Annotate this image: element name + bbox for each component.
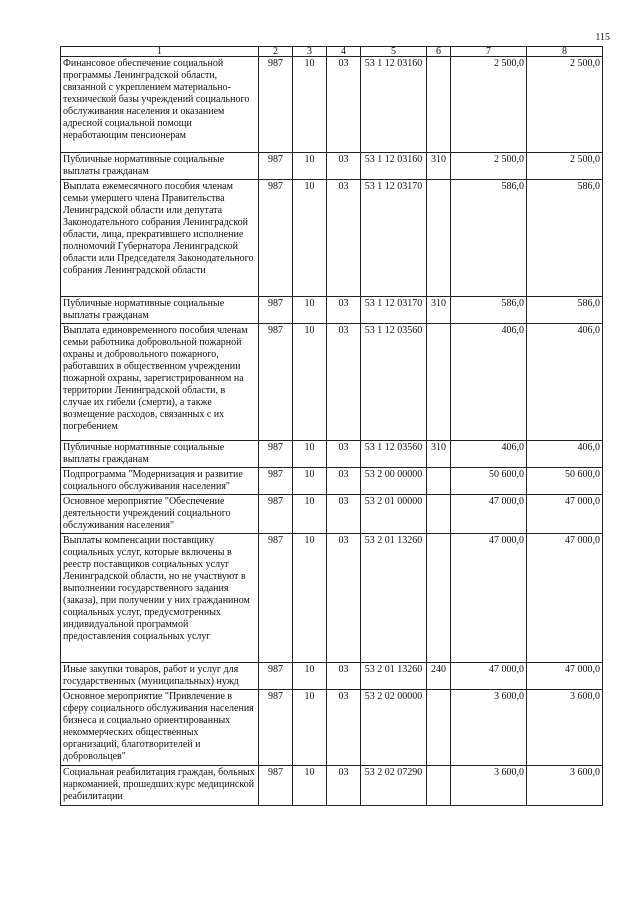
row-name: Основное мероприятие "Привлечение в сферу социального обслуживания населения бизнеса и социально ориентированных некоммерческих общественных организаций, благотворителей и добровольцев" bbox=[61, 690, 259, 766]
header-col-1: 1 bbox=[61, 47, 259, 57]
row-c4: 03 bbox=[327, 534, 361, 663]
row-name: Выплата ежемесячного пособия членам семьи умершего члена Правительства Ленинградской области или депутата Законодательного собрания Ленинградской области, лица, прекратившего исполнение полномочий Губернатора Ленинградской области или Председателя Законодательного собрания Ленинградской области bbox=[61, 180, 259, 297]
row-c8: 406,0 bbox=[527, 324, 603, 441]
row-c7: 47 000,0 bbox=[451, 534, 527, 663]
row-c6 bbox=[427, 180, 451, 297]
row-c8: 3 600,0 bbox=[527, 766, 603, 806]
row-c4: 03 bbox=[327, 663, 361, 690]
row-name: Публичные нормативные социальные выплаты гражданам bbox=[61, 297, 259, 324]
row-c8: 50 600,0 bbox=[527, 468, 603, 495]
row-c6 bbox=[427, 495, 451, 534]
header-col-5: 5 bbox=[361, 47, 427, 57]
header-col-7: 7 bbox=[451, 47, 527, 57]
page-number: 115 bbox=[595, 32, 610, 43]
row-c6 bbox=[427, 468, 451, 495]
row-c4: 03 bbox=[327, 766, 361, 806]
row-c6: 310 bbox=[427, 153, 451, 180]
row-c7: 406,0 bbox=[451, 441, 527, 468]
row-name: Выплаты компенсации поставщику социальных услуг, которые включены в реестр поставщиков социальных услуг Ленинградской области, но не участвуют в выполнении государственного задания (заказа), при получении у них гражданином социальных услуг, предусмотренных индивидуальной программой предоставления социальных услуг bbox=[61, 534, 259, 663]
table-row bbox=[61, 153, 603, 180]
row-c7: 586,0 bbox=[451, 297, 527, 324]
row-c3: 10 bbox=[293, 297, 327, 324]
row-c4: 03 bbox=[327, 297, 361, 324]
budget-table bbox=[60, 46, 603, 806]
table-row bbox=[61, 180, 603, 297]
row-name: Иные закупки товаров, работ и услуг для государственных (муниципальных) нужд bbox=[61, 663, 259, 690]
row-c6: 310 bbox=[427, 297, 451, 324]
table-row bbox=[61, 324, 603, 441]
table-row bbox=[61, 441, 603, 468]
row-c2: 987 bbox=[259, 690, 293, 766]
row-c3: 10 bbox=[293, 441, 327, 468]
table-row bbox=[61, 690, 603, 766]
table-row bbox=[61, 495, 603, 534]
row-c7: 586,0 bbox=[451, 180, 527, 297]
table-row bbox=[61, 57, 603, 153]
row-c5: 53 2 01 13260 bbox=[361, 663, 427, 690]
row-c5: 53 2 02 00000 bbox=[361, 690, 427, 766]
row-c3: 10 bbox=[293, 180, 327, 297]
row-c8: 2 500,0 bbox=[527, 57, 603, 153]
header-row bbox=[61, 47, 603, 57]
row-c4: 03 bbox=[327, 180, 361, 297]
row-name: Социальная реабилитация граждан, больных наркоманией, прошедших курс медицинской реабилитации bbox=[61, 766, 259, 806]
row-c6 bbox=[427, 766, 451, 806]
row-name: Подпрограмма "Модернизация и развитие социального обслуживания населения" bbox=[61, 468, 259, 495]
row-c2: 987 bbox=[259, 324, 293, 441]
row-c2: 987 bbox=[259, 180, 293, 297]
row-c8: 406,0 bbox=[527, 441, 603, 468]
row-c7: 2 500,0 bbox=[451, 57, 527, 153]
row-c4: 03 bbox=[327, 690, 361, 766]
row-name: Основное мероприятие "Обеспечение деятельности учреждений социального обслуживания населения" bbox=[61, 495, 259, 534]
row-c6 bbox=[427, 534, 451, 663]
header-col-2: 2 bbox=[259, 47, 293, 57]
row-c5: 53 1 12 03560 bbox=[361, 441, 427, 468]
row-c3: 10 bbox=[293, 324, 327, 441]
row-c6 bbox=[427, 57, 451, 153]
row-c4: 03 bbox=[327, 324, 361, 441]
table-row bbox=[61, 468, 603, 495]
header-col-8: 8 bbox=[527, 47, 603, 57]
row-c4: 03 bbox=[327, 57, 361, 153]
row-c3: 10 bbox=[293, 663, 327, 690]
row-c7: 3 600,0 bbox=[451, 766, 527, 806]
header-col-4: 4 bbox=[327, 47, 361, 57]
row-c5: 53 2 01 13260 bbox=[361, 534, 427, 663]
row-c5: 53 2 01 00000 bbox=[361, 495, 427, 534]
row-c2: 987 bbox=[259, 153, 293, 180]
row-c2: 987 bbox=[259, 468, 293, 495]
row-c2: 987 bbox=[259, 441, 293, 468]
row-c4: 03 bbox=[327, 468, 361, 495]
row-c3: 10 bbox=[293, 766, 327, 806]
row-c5: 53 1 12 03160 bbox=[361, 57, 427, 153]
row-c4: 03 bbox=[327, 441, 361, 468]
row-c5: 53 1 12 03560 bbox=[361, 324, 427, 441]
row-c5: 53 2 02 07290 bbox=[361, 766, 427, 806]
row-c5: 53 1 12 03170 bbox=[361, 297, 427, 324]
row-c6 bbox=[427, 690, 451, 766]
row-c7: 47 000,0 bbox=[451, 495, 527, 534]
row-name: Публичные нормативные социальные выплаты гражданам bbox=[61, 153, 259, 180]
row-name: Публичные нормативные социальные выплаты гражданам bbox=[61, 441, 259, 468]
row-c5: 53 1 12 03170 bbox=[361, 180, 427, 297]
row-c3: 10 bbox=[293, 468, 327, 495]
table-row bbox=[61, 534, 603, 663]
row-c7: 3 600,0 bbox=[451, 690, 527, 766]
row-c7: 406,0 bbox=[451, 324, 527, 441]
row-c3: 10 bbox=[293, 690, 327, 766]
row-c8: 586,0 bbox=[527, 297, 603, 324]
row-name: Выплата единовременного пособия членам семьи работника добровольной пожарной охраны и добровольного пожарного, работавших в общественном учреждении пожарной охраны, зарегистрированном на территории Ленинградской области, в случае их гибели (смерти), а также возмещение расходов, связанных с их погребением bbox=[61, 324, 259, 441]
row-c4: 03 bbox=[327, 153, 361, 180]
row-c8: 586,0 bbox=[527, 180, 603, 297]
row-c6: 240 bbox=[427, 663, 451, 690]
row-c8: 2 500,0 bbox=[527, 153, 603, 180]
row-c2: 987 bbox=[259, 57, 293, 153]
header-col-3: 3 bbox=[293, 47, 327, 57]
row-c2: 987 bbox=[259, 495, 293, 534]
row-c5: 53 1 12 03160 bbox=[361, 153, 427, 180]
row-c2: 987 bbox=[259, 766, 293, 806]
row-c3: 10 bbox=[293, 495, 327, 534]
row-c4: 03 bbox=[327, 495, 361, 534]
row-c8: 47 000,0 bbox=[527, 534, 603, 663]
header-col-6: 6 bbox=[427, 47, 451, 57]
row-c3: 10 bbox=[293, 153, 327, 180]
row-c7: 2 500,0 bbox=[451, 153, 527, 180]
row-c2: 987 bbox=[259, 663, 293, 690]
row-c8: 3 600,0 bbox=[527, 690, 603, 766]
table-row bbox=[61, 766, 603, 806]
row-c3: 10 bbox=[293, 534, 327, 663]
row-c8: 47 000,0 bbox=[527, 663, 603, 690]
table-row bbox=[61, 663, 603, 690]
row-c6 bbox=[427, 324, 451, 441]
row-c5: 53 2 00 00000 bbox=[361, 468, 427, 495]
row-c8: 47 000,0 bbox=[527, 495, 603, 534]
row-c7: 47 000,0 bbox=[451, 663, 527, 690]
row-c2: 987 bbox=[259, 297, 293, 324]
row-c6: 310 bbox=[427, 441, 451, 468]
table-row bbox=[61, 297, 603, 324]
row-c3: 10 bbox=[293, 57, 327, 153]
row-c7: 50 600,0 bbox=[451, 468, 527, 495]
row-name: Финансовое обеспечение социальной программы Ленинградской области, связанной с укреплением материально-технической базы учреждений социального обслуживания населения и оказанием адресной социальной помощи неработающим пенсионерам bbox=[61, 57, 259, 153]
row-c2: 987 bbox=[259, 534, 293, 663]
